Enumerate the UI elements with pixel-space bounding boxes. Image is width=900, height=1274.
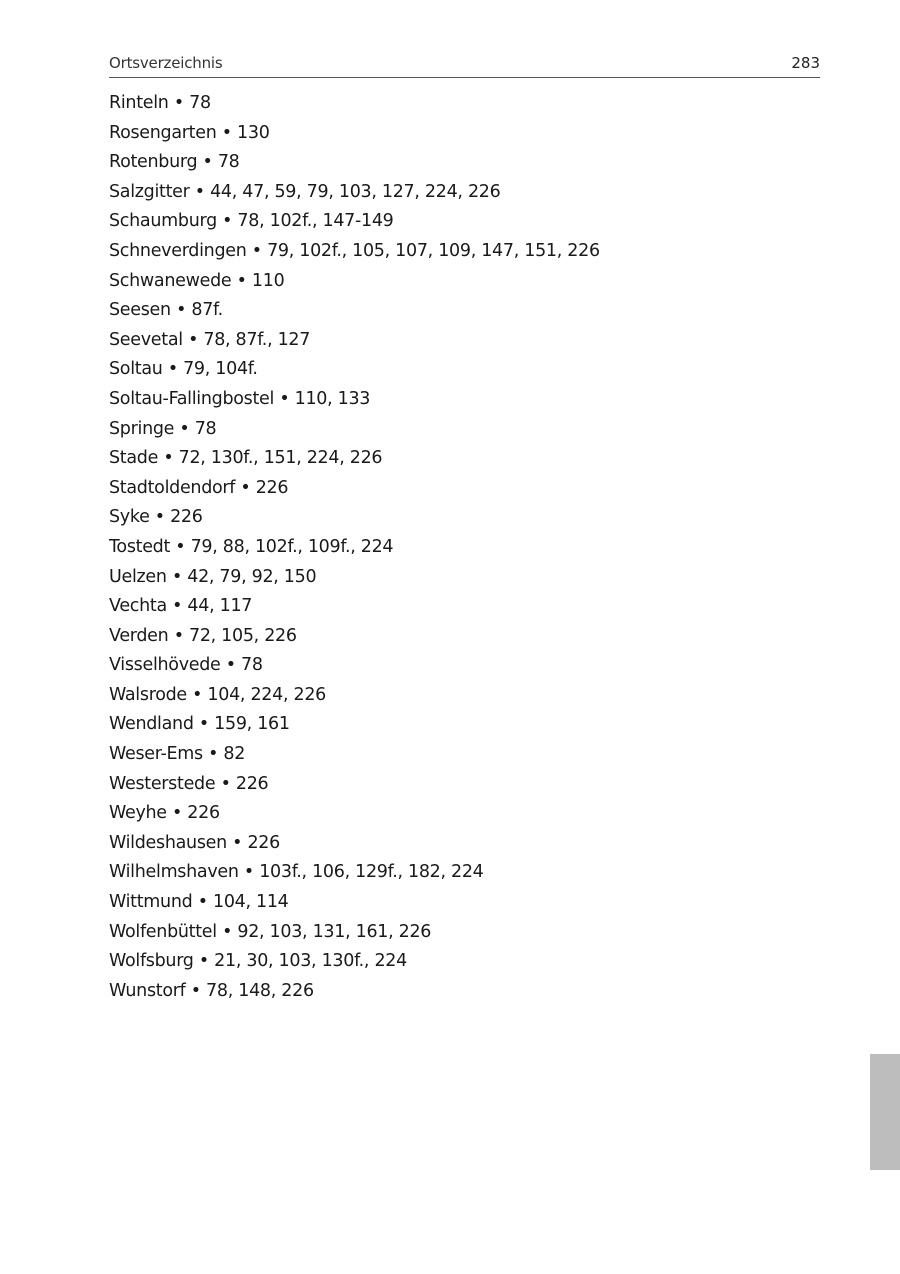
index-entry: Uelzen • 42, 79, 92, 150 bbox=[109, 566, 317, 587]
index-entry: Wendland • 159, 161 bbox=[109, 714, 290, 735]
index-entry: Tostedt • 79, 88, 102f., 109f., 224 bbox=[109, 536, 394, 557]
index-entry: Wolfsburg • 21, 30, 103, 130f., 224 bbox=[109, 951, 407, 972]
index-entry: Soltau • 79, 104f. bbox=[109, 359, 258, 380]
index-entry: Schneverdingen • 79, 102f., 105, 107, 109, 147, 151, 226 bbox=[109, 240, 600, 261]
index-entry: Stadtoldendorf • 226 bbox=[109, 477, 289, 498]
index-entry: Verden • 72, 105, 226 bbox=[109, 625, 297, 646]
index-entry: Wittmund • 104, 114 bbox=[109, 892, 289, 913]
index-entry: Rosengarten • 130 bbox=[109, 122, 270, 143]
page-header bbox=[109, 53, 820, 78]
index-entry: Seesen • 87f. bbox=[109, 300, 223, 321]
index-entry: Schwanewede • 110 bbox=[109, 270, 285, 291]
index-entry: Wildeshausen • 226 bbox=[109, 832, 280, 853]
running-title: Ortsverzeichnis bbox=[109, 54, 223, 72]
index-entry: Stade • 72, 130f., 151, 224, 226 bbox=[109, 448, 383, 469]
place-index-list bbox=[109, 89, 809, 1006]
index-entry: Springe • 78 bbox=[109, 418, 217, 439]
index-entry: Weyhe • 226 bbox=[109, 803, 220, 824]
index-entry: Walsrode • 104, 224, 226 bbox=[109, 684, 326, 705]
index-entry: Syke • 226 bbox=[109, 507, 203, 528]
index-entry: Salzgitter • 44, 47, 59, 79, 103, 127, 224, 226 bbox=[109, 181, 501, 202]
index-entry: Westerstede • 226 bbox=[109, 773, 269, 794]
index-entry: Rinteln • 78 bbox=[109, 93, 211, 113]
thumb-index-tab bbox=[870, 1054, 900, 1170]
index-entry: Vechta • 44, 117 bbox=[109, 596, 253, 617]
index-entry: Wunstorf • 78, 148, 226 bbox=[109, 980, 314, 1001]
page-number: 283 bbox=[791, 54, 820, 72]
index-entry: Rotenburg • 78 bbox=[109, 152, 240, 173]
index-entry: Wolfenbüttel • 92, 103, 131, 161, 226 bbox=[109, 921, 432, 942]
index-entry: Schaumburg • 78, 102f., 147-149 bbox=[109, 211, 394, 232]
index-entry: Seevetal • 78, 87f., 127 bbox=[109, 329, 311, 350]
index-entry: Wilhelmshaven • 103f., 106, 129f., 182, 224 bbox=[109, 862, 484, 883]
index-entry: Weser-Ems • 82 bbox=[109, 744, 246, 765]
index-entry: Soltau-Fallingbostel • 110, 133 bbox=[109, 388, 371, 409]
index-entry: Visselhövede • 78 bbox=[109, 655, 263, 676]
